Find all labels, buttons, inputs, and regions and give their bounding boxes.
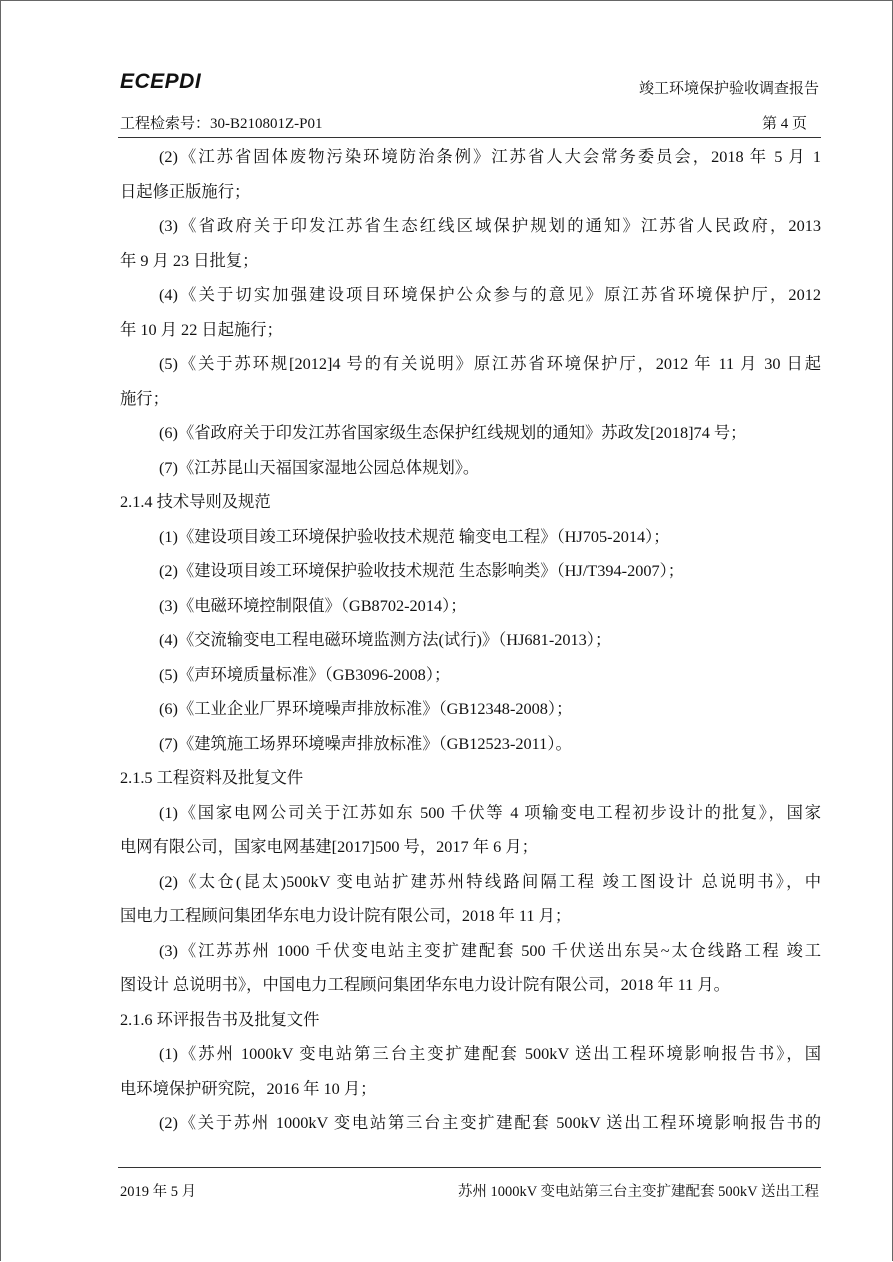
body-line: (5)《声环境质量标准》（GB3096-2008）； xyxy=(159,664,451,684)
company-logo: ECEPDI xyxy=(120,70,202,93)
footer-date: 2019 年 5 月 xyxy=(120,1184,197,1200)
document-number: 工程检索号：30-B210801Z-P01 xyxy=(120,116,323,132)
page-number: 第 4 页 xyxy=(761,116,807,132)
document-body xyxy=(120,140,821,1141)
body-line: (1)《国家电网公司关于江苏如东 500 千伏等 4 项输变电工程初步设计的批复》，国家 xyxy=(159,802,821,822)
body-line: (4)《交流输变电工程电磁环境监测方法(试行)》（HJ681-2013）； xyxy=(159,630,612,649)
section-heading: 2.1.6 环评报告书及批复文件 xyxy=(120,1009,320,1029)
body-line: (3)《省政府关于印发江苏省生态红线区域保护规划的通知》江苏省人民政府，2013 xyxy=(159,216,821,235)
body-line: 日起修正版施行； xyxy=(120,181,251,201)
body-line: (2)《建设项目竣工环境保护验收技术规范 生态影响类》（HJ/T394-2007）； xyxy=(159,561,685,580)
body-line: 电环境保护研究院，2016 年 10 月； xyxy=(120,1078,377,1098)
body-line: 图设计 总说明书》，中国电力工程顾问集团华东电力设计院有限公司，2018 年 11 月。 xyxy=(120,975,730,994)
body-line: 年 9 月 23 日批复； xyxy=(120,250,259,270)
body-line: (1)《建设项目竣工环境保护验收技术规范 输变电工程》（HJ705-2014）； xyxy=(159,526,670,546)
body-line: (2)《关于苏州 1000kV 变电站第三台主变扩建配套 500kV 送出工程环境影响报告书的 xyxy=(159,1113,821,1132)
footer-project-name: 苏州 1000kV 变电站第三台主变扩建配套 500kV 送出工程 xyxy=(457,1184,819,1200)
body-line: (5)《关于苏环规[2012]4 号的有关说明》原江苏省环境保护厅，2012 年 11 月 30 日起 xyxy=(159,354,821,373)
body-line: (2)《太仓(昆太)500kV 变电站扩建苏州特线路间隔工程 竣工图设计 总说明书》，中 xyxy=(159,871,821,891)
section-heading: 2.1.5 工程资料及批复文件 xyxy=(120,768,304,787)
body-line: 施行； xyxy=(120,388,169,408)
body-line: 年 10 月 22 日起施行； xyxy=(120,319,283,339)
body-line: (6)《工业企业厂界环境噪声排放标准》（GB12348-2008）； xyxy=(159,699,573,718)
footer-rule xyxy=(118,1167,821,1168)
body-line: (3)《江苏苏州 1000 千伏变电站主变扩建配套 500 千伏送出东吴~太仓线路工程 竣工 xyxy=(159,940,821,960)
body-line: (3)《电磁环境控制限值》（GB8702-2014）； xyxy=(159,595,467,615)
header-rule xyxy=(118,137,821,138)
body-line: 国电力工程顾问集团华东电力设计院有限公司，2018 年 11 月； xyxy=(120,906,572,925)
body-line: (7)《建筑施工场界环境噪声排放标准》（GB12523-2011）。 xyxy=(159,733,572,753)
body-line: (1)《苏州 1000kV 变电站第三台主变扩建配套 500kV 送出工程环境影响报告书》，国 xyxy=(159,1044,821,1063)
body-line: (2)《江苏省固体废物污染环境防治条例》江苏省人大会常务委员会，2018 年 5 月 1 xyxy=(159,147,821,166)
section-heading: 2.1.4 技术导则及规范 xyxy=(120,492,271,511)
body-line: (6)《省政府关于印发江苏省国家级生态保护红线规划的通知》苏政发[2018]74 号； xyxy=(159,423,747,442)
body-line: 电网有限公司，国家电网基建[2017]500 号，2017 年 6 月； xyxy=(120,837,538,856)
body-line: (7)《江苏昆山天福国家湿地公园总体规划》。 xyxy=(159,457,480,477)
report-type: 竣工环境保护验收调查报告 xyxy=(638,81,819,97)
body-line: (4)《关于切实加强建设项目环境保护公众参与的意见》原江苏省环境保护厅，2012 xyxy=(159,285,821,304)
